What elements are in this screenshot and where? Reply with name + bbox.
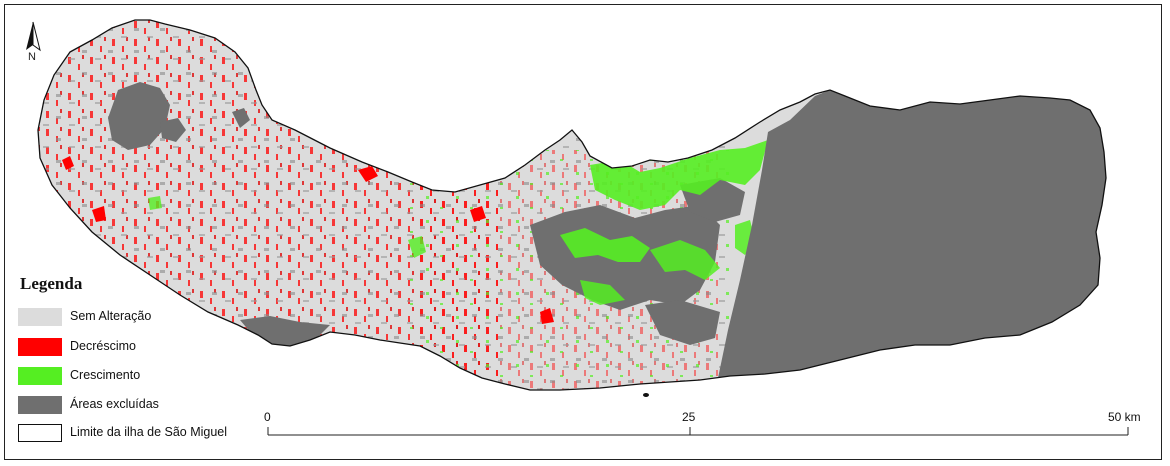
- scale-label-0: 0: [264, 410, 271, 424]
- legend-item-excluded: [18, 396, 278, 416]
- legend-item-no-change: [18, 308, 278, 328]
- legend-item-decrease: [18, 338, 278, 358]
- legend-swatch-boundary: [18, 424, 62, 442]
- legend-title: Legenda: [20, 274, 83, 293]
- legend-swatch-growth: [18, 367, 62, 385]
- islet: [643, 393, 649, 397]
- legend-swatch-excluded: [18, 396, 62, 414]
- legend-swatch-no-change: [18, 308, 62, 326]
- legend-label: Limite da ilha de São Miguel: [70, 425, 228, 439]
- scale-bar: [268, 427, 1128, 435]
- legend-item-boundary: [18, 424, 278, 444]
- legend-label: Sem Alteração: [70, 309, 152, 323]
- scale-label-50: 50 km: [1108, 410, 1141, 424]
- legend-label: Decréscimo: [70, 339, 136, 353]
- legend-item-growth: [18, 367, 278, 387]
- legend-swatch-decrease: [18, 338, 62, 356]
- north-label: N: [28, 51, 36, 63]
- legend-label: Crescimento: [70, 368, 141, 382]
- scale-label-25: 25: [682, 410, 696, 424]
- legend-label: Áreas excluídas: [70, 397, 159, 411]
